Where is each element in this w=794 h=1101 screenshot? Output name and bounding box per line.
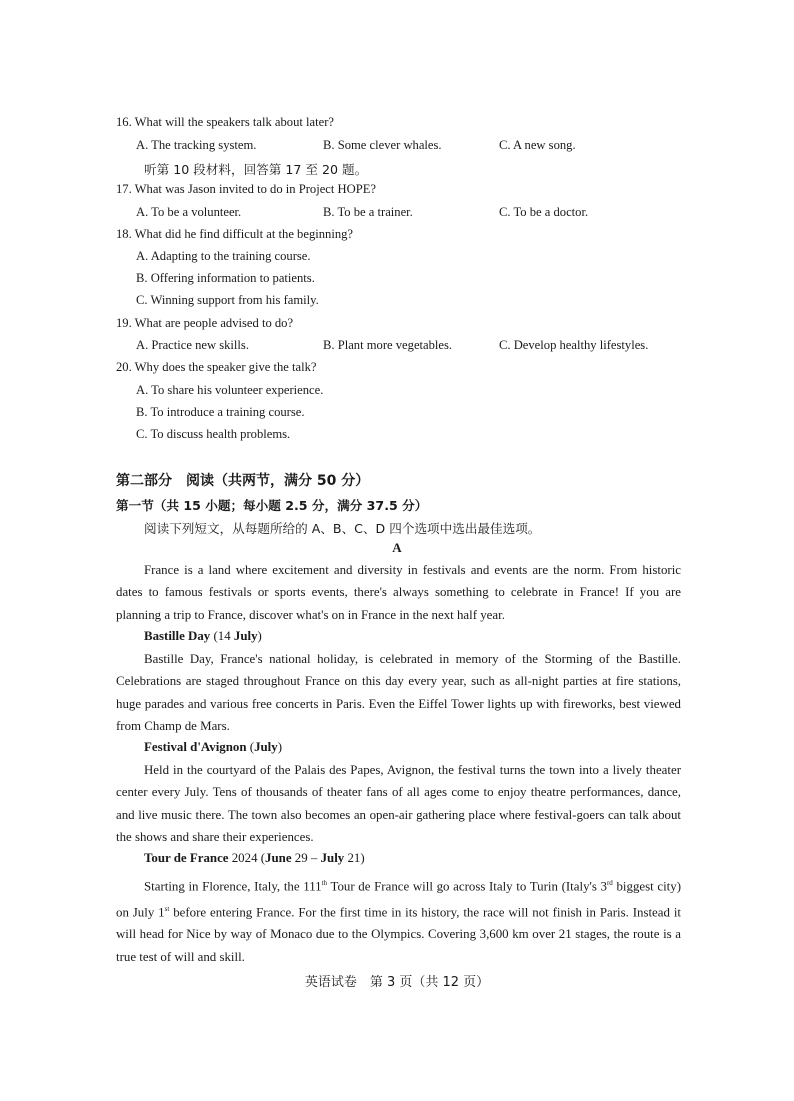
q18-option-a: A. Adapting to the training course. — [136, 249, 311, 263]
avignon-body: Held in the courtyard of the Palais des Papes, Avignon, the festival turns the town into a lively theater center every July. Tens of thousands of theater fans of all ages come to enjoy theatre performances, dance, and live music there. The town also becomes an open-air gathering place where festival-goers can talk about the shows and share their experiences. — [116, 763, 681, 845]
bastille-date-month: July — [233, 629, 258, 643]
tour-start-day: 29 – — [291, 851, 321, 865]
tour-year: 2024 ( — [228, 851, 266, 865]
q16-option-a: A. The tracking system. — [136, 138, 257, 152]
part-title: 第二部分 阅读（共两节，满分 50 分） — [116, 473, 370, 489]
tour-sup-3: st — [164, 904, 170, 913]
reading-instruction: 阅读下列短文，从每题所给的 A、B、C、D 四个选项中选出最佳选项。 — [144, 521, 541, 536]
q20-option-a: A. To share his volunteer experience. — [136, 383, 324, 397]
question-19: 19. What are people advised to do? — [116, 316, 294, 330]
tour-body-3: biggest city) on July 1 — [116, 879, 681, 919]
tour-end-day: 21) — [344, 851, 365, 865]
q20-option-c: C. To discuss health problems. — [136, 427, 291, 441]
avignon-title — [144, 740, 282, 755]
tour-body-1: Starting in Florence, Italy, the 111 — [144, 879, 322, 894]
bastille-date-open: (14 — [210, 629, 234, 643]
q20-option-b: B. To introduce a training course. — [136, 405, 305, 419]
section-title: 第一节（共 15 小题；每小题 2.5 分，满分 37.5 分） — [116, 498, 428, 513]
bastille-name: Bastille Day — [144, 629, 211, 643]
tour-body-2: Tour de France will go across Italy to Turin (Italy's 3 — [327, 879, 607, 894]
passage-intro: France is a land where excitement and diversity in festivals and events are the norm. From historic dates to famous festivals or sports events, there's always something to celebrate in France! If you are planning a trip to France, discover what's on in France in the next half year. — [116, 563, 681, 622]
tour-start-month: June — [265, 851, 292, 865]
avignon-date-open: ( — [246, 740, 255, 754]
q17-option-c: C. To be a doctor. — [499, 205, 589, 219]
q18-option-c: C. Winning support from his family. — [136, 293, 319, 307]
question-17: 17. What was Jason invited to do in Project HOPE? — [116, 182, 377, 196]
question-20: 20. Why does the speaker give the talk? — [116, 360, 317, 374]
question-18: 18. What did he find difficult at the beginning? — [116, 227, 354, 241]
tour-body — [116, 872, 681, 968]
tour-title — [144, 851, 365, 866]
avignon-date-month: July — [254, 740, 278, 754]
bastille-title — [144, 629, 262, 644]
bastille-date-close: ) — [257, 629, 262, 643]
q19-option-c: C. Develop healthy lifestyles. — [499, 338, 649, 352]
q18-option-b: B. Offering information to patients. — [136, 271, 315, 285]
q17-option-b: B. To be a trainer. — [323, 205, 413, 219]
tour-body-4: before entering France. For the first time in its history, the race will not finish in Paris. Instead it will head for Nice by way of Monaco due to the Olympics. Covering 3,600 km over 21 stages, the route is a true test of will and skill. — [116, 905, 681, 964]
listening-instruction: 听第 10 段材料，回答第 17 至 20 题。 — [144, 162, 368, 177]
passage-label: A — [392, 540, 402, 555]
q19-option-a: A. Practice new skills. — [136, 338, 249, 352]
question-16: 16. What will the speakers talk about later? — [116, 115, 334, 129]
tour-name: Tour de France — [144, 851, 229, 865]
q16-option-c: C. A new song. — [499, 138, 576, 152]
tour-end-month: July — [320, 851, 345, 865]
q17-option-a: A. To be a volunteer. — [136, 205, 242, 219]
avignon-name: Festival d'Avignon — [144, 740, 247, 754]
page-footer: 英语试卷 第 3 页（共 12 页） — [304, 975, 490, 990]
q16-option-b: B. Some clever whales. — [323, 138, 442, 152]
bastille-body: Bastille Day, France's national holiday, is celebrated in memory of the Storming of the Bastille. Celebrations are staged throughout France on this day every year, such as all-night parties at fire stations, huge parades and various free concerts in Paris. Even the Eiffel Tower lights up with fireworks, best viewed from Champ de Mars. — [116, 652, 681, 734]
q19-option-b: B. Plant more vegetables. — [323, 338, 453, 352]
tour-sup-1: th — [321, 879, 328, 887]
tour-sup-2: rd — [606, 879, 613, 887]
avignon-date-close: ) — [277, 740, 283, 754]
